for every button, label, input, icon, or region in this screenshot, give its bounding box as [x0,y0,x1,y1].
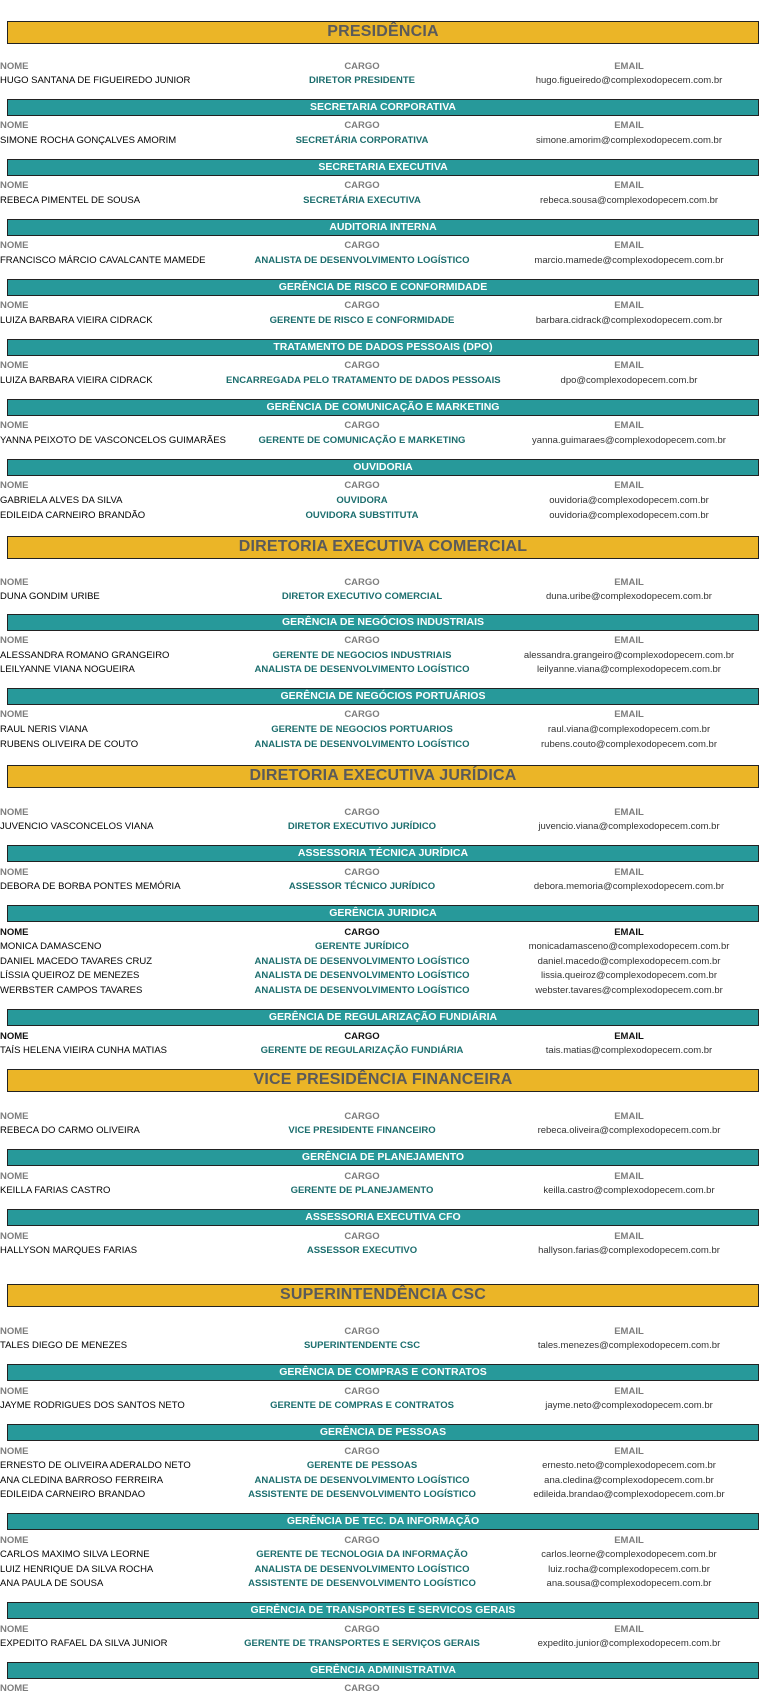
section-title-gerencia-de-negocios-industriais: GERÊNCIA DE NEGÓCIOS INDUSTRIAIS [7,614,759,631]
employee-name: HUGO SANTANA DE FIGUEIREDO JUNIOR [0,75,191,86]
section-title-assessoria-executiva-cfo: ASSESSORIA EXECUTIVA CFO [7,1209,759,1226]
employee-email[interactable]: raul.viana@complexodopecem.com.br [547,724,711,735]
employee-email[interactable]: rebeca.oliveira@complexodopecem.com.br [537,1125,721,1136]
column-header-nome: NOME [0,1446,29,1457]
table-row [0,509,768,522]
column-header-row [0,1230,768,1243]
column-header-cargo: CARGO [344,480,380,491]
employee-email[interactable]: yanna.guimaraes@complexodopecem.com.br [532,435,726,446]
table-row [0,1548,768,1561]
employee-email[interactable]: duna.uribe@complexodopecem.com.br [546,591,712,602]
column-header-nome: NOME [0,1624,29,1635]
employee-email[interactable]: tales.menezes@complexodopecem.com.br [537,1340,721,1351]
employee-role: ASSESSOR TÉCNICO JURÍDICO [288,881,436,892]
column-header-cargo: CARGO [344,1446,380,1457]
column-header-email: EMAIL [614,120,644,131]
employee-name: EXPEDITO RAFAEL DA SILVA JUNIOR [0,1638,168,1649]
employee-role: OUVIDORA [336,495,388,506]
employee-email[interactable]: hugo.figueiredo@complexodopecem.com.br [535,75,723,86]
table-row [0,1459,768,1472]
table-row [0,1124,768,1137]
table-row [0,1577,768,1590]
table-row [0,590,768,603]
employee-email[interactable]: alessandra.grangeiro@complexodopecem.com.br [523,650,735,661]
column-header-cargo: CARGO [344,867,380,878]
table-row [0,1474,768,1487]
column-header-nome: NOME [0,61,29,72]
column-header-email: EMAIL [614,867,644,878]
column-header-cargo: CARGO [344,1535,380,1546]
employee-email[interactable]: keilla.castro@complexodopecem.com.br [543,1185,715,1196]
employee-name: LÍSSIA QUEIROZ DE MENEZES [0,970,140,981]
employee-name: TAÍS HELENA VIEIRA CUNHA MATIAS [0,1045,167,1056]
table-row [0,663,768,676]
section-title-secretaria-executiva: SECRETARIA EXECUTIVA [7,159,759,176]
employee-email[interactable]: marcio.mamede@complexodopecem.com.br [534,255,724,266]
section-title-gerencia-de-negocios-portuarios: GERÊNCIA DE NEGÓCIOS PORTUÁRIOS [7,688,759,705]
column-header-row [0,239,768,252]
employee-role: ANALISTA DE DESENVOLVIMENTO LOGÍSTICO [254,984,470,996]
column-header-cargo: CARGO [344,1031,380,1042]
employee-email[interactable]: ouvidoria@complexodopecem.com.br [549,495,709,506]
column-header-email: EMAIL [614,1386,644,1397]
employee-email[interactable]: ana.sousa@complexodopecem.com.br [546,1578,712,1589]
table-row [0,940,768,953]
column-header-nome: NOME [0,420,29,431]
employee-email[interactable]: ana.cledina@complexodopecem.com.br [544,1474,714,1486]
employee-role: ASSESSOR EXECUTIVO [306,1245,418,1256]
section-title-ouvidoria: OUVIDORIA [7,459,759,476]
employee-email[interactable]: rebeca.sousa@complexodopecem.com.br [539,195,719,206]
column-header-cargo: CARGO [344,709,380,720]
employee-email[interactable]: webster.tavares@complexodopecem.com.br [535,984,723,996]
employee-role: SECRETÁRIA EXECUTIVA [303,195,421,206]
column-header-email: EMAIL [614,360,644,371]
section-title-tratamento-de-dados-pessoais-dpo: TRATAMENTO DE DADOS PESSOAIS (DPO) [7,339,759,356]
table-row [0,1244,768,1257]
column-header-email: EMAIL [614,1111,644,1122]
employee-role: ANALISTA DE DESENVOLVIMENTO LOGÍSTICO [254,664,470,675]
column-header-cargo: CARGO [344,1111,380,1122]
employee-name: DANIEL MACEDO TAVARES CRUZ [0,955,153,967]
column-header-email: EMAIL [614,635,644,646]
employee-role: GERENTE DE TRANSPORTES E SERVIÇOS GERAIS [244,1638,480,1649]
column-header-nome: NOME [0,1683,29,1694]
column-header-cargo: CARGO [344,180,380,191]
employee-role: ANALISTA DE DESENVOLVIMENTO LOGÍSTICO [254,1474,470,1486]
table-row [0,374,768,387]
column-header-row [0,708,768,721]
section-title-gerencia-administrativa: GERÊNCIA ADMINISTRATIVA [7,1662,759,1679]
employee-role: GERENTE DE PLANEJAMENTO [290,1185,434,1196]
column-header-nome: NOME [0,120,29,131]
column-header-cargo: CARGO [344,300,380,311]
employee-email[interactable]: leilyanne.viana@complexodopecem.com.br [537,664,721,675]
employee-email[interactable]: luiz.rocha@complexodopecem.com.br [548,1563,710,1575]
column-header-row [0,806,768,819]
column-header-nome: NOME [0,1386,29,1397]
employee-email[interactable]: barbara.cidrack@complexodopecem.com.br [535,315,723,326]
employee-role: ANALISTA DE DESENVOLVIMENTO LOGÍSTICO [254,739,470,750]
column-header-nome: NOME [0,1326,29,1337]
employee-name: LUIZA BARBARA VIEIRA CIDRACK [0,315,153,326]
column-header-row [0,926,768,939]
table-row [0,1637,768,1650]
column-header-nome: NOME [0,1231,29,1242]
column-header-row [0,419,768,432]
employee-role: GERENTE DE PESSOAS [306,1460,418,1471]
employee-name: DEBORA DE BORBA PONTES MEMÓRIA [0,881,181,892]
table-row [0,1184,768,1197]
section-title-vice-presidencia-financeira: VICE PRESIDÊNCIA FINANCEIRA [7,1069,759,1092]
column-header-email: EMAIL [614,180,644,191]
employee-role: ANALISTA DE DESENVOLVIMENTO LOGÍSTICO [254,255,470,266]
column-header-email: EMAIL [614,1535,644,1546]
employee-email[interactable]: debora.memoria@complexodopecem.com.br [533,881,725,892]
employee-email[interactable]: juvencio.viana@complexodopecem.com.br [538,821,720,832]
employee-role: ANALISTA DE DESENVOLVIMENTO LOGÍSTICO [254,955,470,967]
employee-role: GERENTE JURÍDICO [315,941,409,952]
employee-role: ENCARREGADA PELO TRATAMENTO DE DADOS PESSOAIS [226,375,501,386]
column-header-row [0,479,768,492]
table-row [0,1488,768,1501]
employee-role: OUVIDORA SUBSTITUTA [305,510,419,521]
column-header-nome: NOME [0,577,29,588]
column-header-row [0,866,768,879]
employee-name: FRANCISCO MÁRCIO CAVALCANTE MAMEDE [0,255,206,266]
employee-name: ANA PAULA DE SOUSA [0,1578,104,1589]
employee-role: ASSISTENTE DE DESENVOLVIMENTO LOGÍSTICO [248,1578,476,1589]
employee-name: RAUL NERIS VIANA [0,724,88,735]
column-header-nome: NOME [0,1535,29,1546]
section-title-gerencia-de-pessoas: GERÊNCIA DE PESSOAS [7,1424,759,1441]
table-row [0,820,768,833]
employee-role: GERENTE DE REGULARIZAÇÃO FUNDIÁRIA [260,1045,464,1056]
employee-name: REBECA PIMENTEL DE SOUSA [0,195,141,206]
employee-role: ANALISTA DE DESENVOLVIMENTO LOGÍSTICO [254,1563,470,1575]
column-header-row [0,1110,768,1123]
column-header-cargo: CARGO [344,577,380,588]
section-title-auditoria-interna: AUDITORIA INTERNA [7,219,759,236]
column-header-cargo: CARGO [344,1683,380,1694]
column-header-email: EMAIL [614,61,644,72]
column-header-nome: NOME [0,300,29,311]
section-title-gerencia-de-comunicacao-e-marketing: GERÊNCIA DE COMUNICAÇÃO E MARKETING [7,399,759,416]
column-header-row [0,1170,768,1183]
employee-name: RUBENS OLIVEIRA DE COUTO [0,739,139,750]
employee-name: LUIZA BARBARA VIEIRA CIDRACK [0,375,153,386]
column-header-nome: NOME [0,240,29,251]
column-header-email: EMAIL [614,240,644,251]
column-header-cargo: CARGO [344,1231,380,1242]
employee-role: ASSISTENTE DE DESENVOLVIMENTO LOGÍSTICO [248,1489,476,1500]
employee-name: TALES DIEGO DE MENEZES [0,1340,128,1351]
column-header-cargo: CARGO [344,240,380,251]
column-header-email: EMAIL [614,480,644,491]
table-row [0,955,768,968]
table-row [0,434,768,447]
employee-email[interactable]: ouvidoria@complexodopecem.com.br [549,510,709,521]
column-header-cargo: CARGO [344,360,380,371]
column-header-email: EMAIL [614,1031,644,1042]
section-title-gerencia-de-tec-da-informacao: GERÊNCIA DE TEC. DA INFORMAÇÃO [7,1513,759,1530]
column-header-nome: NOME [0,927,29,938]
table-row [0,1044,768,1057]
table-row [0,1339,768,1352]
section-title-assessoria-tecnica-juridica: ASSESSORIA TÉCNICA JURÍDICA [7,845,759,862]
column-header-email: EMAIL [614,1624,644,1635]
employee-name: MONICA DAMASCENO [0,941,102,952]
column-header-cargo: CARGO [344,1624,380,1635]
employee-name: LUIZ HENRIQUE DA SILVA ROCHA [0,1563,154,1575]
column-header-cargo: CARGO [344,420,380,431]
column-header-cargo: CARGO [344,1386,380,1397]
column-header-row [0,60,768,73]
column-header-cargo: CARGO [344,927,380,938]
employee-name: ANA CLEDINA BARROSO FERREIRA [0,1474,164,1486]
employee-email[interactable]: tais.matias@complexodopecem.com.br [545,1045,713,1056]
column-header-email: EMAIL [614,420,644,431]
column-header-row [0,1385,768,1398]
employee-email[interactable]: dpo@complexodopecem.com.br [560,375,698,386]
column-header-nome: NOME [0,807,29,818]
column-header-email: EMAIL [614,1326,644,1337]
column-header-email: EMAIL [614,577,644,588]
employee-email[interactable]: hallyson.farias@complexodopecem.com.br [538,1245,720,1256]
employee-role: GERENTE DE RISCO E CONFORMIDADE [269,315,455,326]
table-row [0,649,768,662]
employee-name: ALESSANDRA ROMANO GRANGEIRO [0,650,170,661]
employee-role: DIRETOR PRESIDENTE [309,75,415,86]
column-header-row [0,1325,768,1338]
column-header-nome: NOME [0,360,29,371]
employee-role: GERENTE DE TECNOLOGIA DA INFORMAÇÃO [256,1549,468,1560]
table-row [0,738,768,751]
employee-role: DIRETOR EXECUTIVO JURÍDICO [287,821,437,832]
table-row [0,494,768,507]
column-header-row [0,1030,768,1043]
employee-email[interactable]: simone.amorim@complexodopecem.com.br [536,135,722,146]
employee-name: LEILYANNE VIANA NOGUEIRA [0,664,135,675]
employee-role: ANALISTA DE DESENVOLVIMENTO LOGÍSTICO [254,970,470,981]
employee-role: VICE PRESIDENTE FINANCEIRO [288,1125,436,1136]
section-title-gerencia-de-transportes-e-servicos-gerais: GERÊNCIA DE TRANSPORTES E SERVICOS GERAIS [7,1602,759,1619]
table-row [0,254,768,267]
section-title-gerencia-de-compras-e-contratos: GERÊNCIA DE COMPRAS E CONTRATOS [7,1364,759,1381]
section-title-gerencia-de-regularizacao-fundiaria: GERÊNCIA DE REGULARIZAÇÃO FUNDIÁRIA [7,1009,759,1026]
column-header-cargo: CARGO [344,635,380,646]
column-header-cargo: CARGO [344,807,380,818]
employee-name: JUVENCIO VASCONCELOS VIANA [0,821,154,832]
column-header-row [0,576,768,589]
employee-role: GERENTE DE NEGOCIOS INDUSTRIAIS [272,650,452,661]
column-header-cargo: CARGO [344,1326,380,1337]
column-header-email: EMAIL [614,709,644,720]
column-header-nome: NOME [0,480,29,491]
table-row [0,723,768,736]
column-header-row [0,1445,768,1458]
employee-role: GERENTE DE COMPRAS E CONTRATOS [270,1400,454,1411]
employee-name: SIMONE ROCHA GONÇALVES AMORIM [0,135,177,146]
employee-role: SUPERINTENDENTE CSC [303,1340,421,1351]
column-header-email: EMAIL [614,1171,644,1182]
section-title-gerencia-de-planejamento: GERÊNCIA DE PLANEJAMENTO [7,1149,759,1166]
section-title-gerencia-juridica: GERÊNCIA JURIDICA [7,905,759,922]
employee-email[interactable]: jayme.neto@complexodopecem.com.br [545,1400,713,1411]
column-header-nome: NOME [0,1031,29,1042]
table-row [0,1563,768,1576]
employee-role: GERENTE DE COMUNICAÇÃO E MARKETING [258,435,466,446]
column-header-email: EMAIL [614,807,644,818]
table-row [0,984,768,997]
table-row [0,314,768,327]
employee-name: REBECA DO CARMO OLIVEIRA [0,1125,140,1136]
employee-name: KEILLA FARIAS CASTRO [0,1185,111,1196]
column-header-cargo: CARGO [344,61,380,72]
section-title-presidencia: PRESIDÊNCIA [7,21,759,44]
employee-email[interactable]: daniel.macedo@complexodopecem.com.br [537,955,721,967]
column-header-row [0,1682,768,1695]
employee-role: GERENTE DE NEGOCIOS PORTUARIOS [271,724,453,735]
column-header-row [0,179,768,192]
column-header-row [0,1623,768,1636]
column-header-row [0,119,768,132]
column-header-email: EMAIL [614,1231,644,1242]
employee-role: DIRETOR EXECUTIVO COMERCIAL [281,591,443,602]
column-header-email: EMAIL [614,1446,644,1457]
employee-name: GABRIELA ALVES DA SILVA [0,495,123,506]
table-row [0,1399,768,1412]
column-header-cargo: CARGO [344,1171,380,1182]
column-header-email: EMAIL [614,300,644,311]
column-header-row [0,634,768,647]
employee-email[interactable]: ernesto.neto@complexodopecem.com.br [542,1460,716,1471]
column-header-row [0,1534,768,1547]
column-header-nome: NOME [0,635,29,646]
employee-name: HALLYSON MARQUES FARIAS [0,1245,138,1256]
section-title-gerencia-de-risco-e-conformidade: GERÊNCIA DE RISCO E CONFORMIDADE [7,279,759,296]
section-title-superintendencia-csc: SUPERINTENDÊNCIA CSC [7,1284,759,1307]
employee-email[interactable]: monicadamasceno@complexodopecem.com.br [528,941,730,952]
employee-name: DUNA GONDIM URIBE [0,591,100,602]
employee-name: EDILEIDA CARNEIRO BRANDÃO [0,510,146,521]
employee-email[interactable]: rubens.couto@complexodopecem.com.br [541,739,717,750]
column-header-nome: NOME [0,709,29,720]
employee-email[interactable]: edileida.brandao@complexodopecem.com.br [533,1489,725,1500]
column-header-row [0,299,768,312]
employee-email[interactable]: lissia.queiroz@complexodopecem.com.br [541,970,717,981]
employee-name: EDILEIDA CARNEIRO BRANDAO [0,1489,146,1500]
section-title-diretoria-executiva-juridica: DIRETORIA EXECUTIVA JURÍDICA [7,765,759,788]
column-header-nome: NOME [0,180,29,191]
section-title-secretaria-corporativa: SECRETARIA CORPORATIVA [7,99,759,116]
employee-email[interactable]: carlos.leorne@complexodopecem.com.br [541,1549,717,1560]
employee-name: YANNA PEIXOTO DE VASCONCELOS GUIMARÃES [0,435,226,446]
column-header-nome: NOME [0,867,29,878]
employee-role: SECRETÁRIA CORPORATIVA [295,135,429,146]
employee-name: ERNESTO DE OLIVEIRA ADERALDO NETO [0,1460,191,1471]
column-header-email: EMAIL [614,927,644,938]
employee-email[interactable]: expedito.junior@complexodopecem.com.br [537,1638,721,1649]
table-row [0,194,768,207]
column-header-cargo: CARGO [344,120,380,131]
table-row [0,74,768,87]
column-header-nome: NOME [0,1171,29,1182]
table-row [0,880,768,893]
column-header-nome: NOME [0,1111,29,1122]
table-row [0,969,768,982]
column-header-row [0,359,768,372]
employee-name: CARLOS MAXIMO SILVA LEORNE [0,1549,150,1560]
employee-name: WERBSTER CAMPOS TAVARES [0,984,143,996]
employee-name: JAYME RODRIGUES DOS SANTOS NETO [0,1400,185,1411]
section-title-diretoria-executiva-comercial: DIRETORIA EXECUTIVA COMERCIAL [7,536,759,559]
table-row [0,134,768,147]
